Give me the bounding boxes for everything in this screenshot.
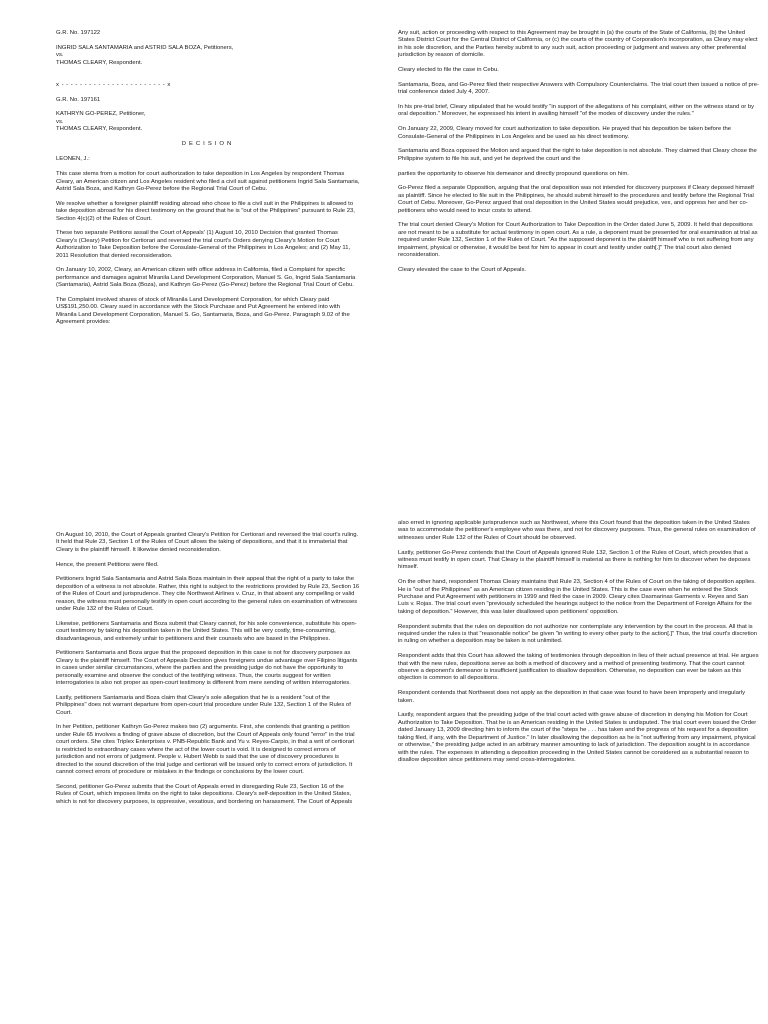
paragraph: also erred in ignoring applicable jurisprudence such as Northwest, where this Court found that the deposition taken in the United States was to accommodate the petitioner's employee who was there, and not for discovery purposes. Thus, the general rules on examination of witnesses under Rule 132 of the Rules of Court should be observed. [398, 520, 756, 541]
paragraph: This case stems from a motion for court authorization to take deposition in Los Angeles by respondent Thomas Cleary, an American citizen and Los Angeles resident who filed a civil suit against petitioners Ingrid Sala Santamaria, Astrid Sala Boza, and Kathryn Go-Perez before the Regional Trial Court of Cebu. [56, 171, 360, 193]
paragraph: Respondent submits that the rules on deposition do not authorize nor contemplate any intervention by the court in the process. All that is required under the rules is that "reasonable notice" be given "in writing to every other party to the action[.]" Thus, the trial court's discretion in ruling on whether a deposition may be taken is not unlimited. [398, 623, 758, 645]
page-4-body [398, 520, 760, 1018]
ponente-line: LEONEN, J.: [56, 156, 90, 163]
docket-number: G.R. No. 197122 [56, 30, 101, 36]
petitioners-line: INGRID SALA SANTAMARIA and ASTRID SALA BOZA, Petitioners, [56, 44, 234, 51]
paragraph: We resolve whether a foreigner plaintiff residing abroad who chose to file a civil suit in the Philippines is allowed to take deposition abroad for his direct testimony on the ground that he is "out of the Philippines" pursuant to Rule 23, Section 4(c)(2) of the Rules of Court. [56, 200, 355, 222]
paragraph: The Complaint involved shares of stock of Miranila Land Development Corporation, for which Cleary paid US$191,250.00. Cleary sued in accordance with the Stock Purchase and Put Agreement he entered into with Miranila Land Development Corporation, Manuel S. Go, Santamaria, Boza, and Go-Perez. Paragraph 9.02 of the Agreement provides: [56, 297, 350, 326]
decision-title: DECISION [181, 141, 235, 147]
paragraph: Respondent adds that this Court has allowed the taking of testimonies through deposition in lieu of their actual presence at trial. He argues that with the new rules, depositions serve as both a method of discovery and a method of presenting testimony. That the court cannot observe a deponent's demeanor is insufficient justification to disallow deposition. Otherwise, no deposition can ever be taken as this objection is common to all depositions. [398, 653, 759, 682]
page-1-body [56, 30, 360, 506]
respondent-line: THOMAS CLEARY, Respondent. [56, 59, 143, 66]
paragraph: In his pre-trial brief, Cleary stipulated that he would testify "in support of the allegations of his complaint, either on the witness stand or by oral deposition." Moreover, he expressed his intent in availing himself "of the modes of discovery under the rules." [398, 104, 755, 118]
paragraph: On the other hand, respondent Thomas Cleary maintains that Rule 23, Section 4 of the Rules of Court on the taking of deposition applies. He is "out of the Philippines" as an American citizen residing in the United States. This is the case even when he entered the Stock Purchase and Put Agreement with petitioners in 1999 and filed the case in 2009. Cleary cites Dasmarinas Garments v. Reyes and San Luis v. Rojas. The trial court even "previously scheduled the hearings subject to the notice from the Department of Foreign Affairs for the taking of deposition." However, this was later disallowed upon petitioners' opposition. [398, 579, 756, 615]
paragraph: Hence, the present Petitions were filed. [56, 561, 159, 568]
quoted-paragraph: Any suit, action or proceeding with respect to this Agreement may be brought in (a) the courts of the State of California, (b) the United States District Court for the Central District of California, or (c) the courts of the country of Corporation's incorporation, as Cleary may elect in his sole discretion, and the Parties hereby submit to any such suit, action proceeding or judgment and waives any other preferential jurisdiction by reason of domicile. [398, 30, 758, 59]
paragraph: These two separate Petitions assail the Court of Appeals' (1) August 10, 2010 Decision that granted Thomas Cleary's (Cleary) Petition for Certiorari and reversed the trial court's Orders denying Cleary's Motion for Court Authorization to Take Deposition before the Consulate-General of the Philippines in Los Angeles; and (2) May 11, 2011 Resolution that denied reconsideration. [56, 230, 351, 259]
paragraph: Cleary elevated the case to the Court of Appeals. [398, 266, 527, 273]
paragraph: Respondent contends that Northwest does not apply as the deposition in that case was found to have been improperly and irregularly taken. [398, 690, 746, 704]
paragraph: parties the opportunity to observe his demeanor and directly propound questions on him. [398, 170, 629, 177]
versus-line: vs. [56, 118, 64, 125]
versus-line: vs. [56, 52, 64, 59]
page-4 [384, 512, 768, 1024]
case-caption-1 [56, 30, 360, 67]
paragraph: On January 10, 2002, Cleary, an American citizen with office address in California, filed a Complaint for specific performance and damages against Miranila Land Development Corporation, Manuel S. Go, Ingrid Sala Santamaria (Santamaria), Astrid Sala Boza (Boza), and Kathryn Go-Perez (Go-Perez) before the Regional Trial Court of Cebu. [56, 267, 356, 289]
paragraph: Cleary elected to file the case in Cebu. [398, 67, 499, 74]
docket-number: G.R. No. 197161 [56, 96, 101, 103]
paragraph: Go-Perez filed a separate Opposition, arguing that the oral deposition was not intended for discovery purposes if Cleary deposed himself as plaintiff. Since he elected to file suit in the Philippines, he should submit himself to the procedures and testify before the Regional Trial Court of Cebu. Moreover, Go-Perez argued that oral deposition in the United States would prejudice, vex, and oppress her and her co-petitioners who would need to incur costs to attend. [398, 185, 754, 214]
caption-separator: x - - - - - - - - - - - - - - - - - - - - - - - x [56, 81, 171, 88]
paragraph: The trial court denied Cleary's Motion for Court Authorization to Take Deposition in the Order dated June 5, 2009. It held that depositions are not meant to be a substitute for actual testimony in open court. As a rule, a deponent must be presented for oral examination at trial as required under Rule 132, Section 1 of the Rules of Court. "As the supposed deponent is the plaintiff himself who is not suffering from any impairment, physical or otherwise, it would be best for him to appear in court and testify under oath[.]" The trial court also denied reconsideration. [398, 222, 758, 259]
paragraph: On January 22, 2009, Cleary moved for court authorization to take deposition. He prayed that his deposition be taken before the Consulate-General of the Philippines in Los Angeles and be used as his direct testimony. [398, 126, 732, 140]
paragraph: Lastly, petitioners Santamaria and Boza claim that Cleary's sole allegation that he is a resident "out of the Philippines" does not warrant departure from open-court trial procedure under Rule 132, Section 1 of the Rules of Court. [56, 694, 351, 716]
petitioner-line: KATHRYN GO-PEREZ, Petitioner, [56, 111, 146, 118]
paragraph: Petitioners Santamaria and Boza argue that the proposed deposition in this case is not for discovery purposes as Cleary is the plaintiff himself. The Court of Appeals Decision gives foreigners undue advantage over Filipino litigants in cases under similar circumstances, where the parties and the presiding judge do not have the opportunity to personally examine and observe the conduct of the testifying witness. Thus, the courts suggest for written interrogatories is also not proper as open-court testimony is different from mere sending of written interrogatories. [56, 650, 358, 687]
paragraph: In her Petition, petitioner Kathryn Go-Perez makes two (2) arguments. First, she contends that granting a petition under Rule 65 involves a finding of grave abuse of discretion, but the Court of Appeals only found "error" in the trial court orders. She cites Triplex Enterprises v. PNB-Republic Bank and Yu v. Reyes-Carpio, in that a writ of certiorari is restricted to extraordinary cases where the act of the lower court is void. It is designed to correct errors of jurisdiction and not errors of judgment. People v. Hubert Webb is said that the use of discovery procedures is directed to the sound discretion of the trial judge and certiorari will be issued only to correct errors of jurisdiction. It cannot correct errors of procedure or mistakes in the findings or conclusions by the lower court. [56, 724, 355, 775]
page-2-body [398, 30, 760, 506]
page-1 [0, 0, 384, 512]
page-3-body [56, 532, 360, 1018]
paragraph: Santamaria and Boza opposed the Motion and argued that the right to take deposition is not absolute. They claimed that Cleary chose the Philippine system to file his suit, and yet he deprived the court and the [398, 148, 757, 162]
paragraph: Santamaria, Boza, and Go-Perez filed their respective Answers with Compulsory Counterclaims. The trial court then issued a notice of pre-trial conference dated July 4, 2007. [398, 81, 760, 96]
paragraph: Likewise, petitioners Santamaria and Boza submit that Cleary cannot, for his sole convenience, substitute his open-court testimony by taking his deposition taken in the United States. This will be very costly, time-consuming, disadvantageous, and extremely unfair to petitioners and their counsels who are based in the Philippines. [56, 620, 357, 642]
paragraph: On August 10, 2010, the Court of Appeals granted Cleary's Petition for Certiorari and reversed the trial court's ruling. It held that Rule 23, Section 1 of the Rules of Court allows the taking of depositions, and that it is immaterial that Cleary is the plaintiff himself. It likewise denied reconsideration. [56, 532, 359, 553]
paragraph: Petitioners Ingrid Sala Santamaria and Astrid Sala Boza maintain in their appeal that the right of a party to take the deposition of a witness is not absolute. Rather, this right is subject to the restrictions provided by Rule 23, Section 16 of the Rules of Court and jurisprudence. They cite Northwest Airlines v. Cruz, in that absent any compelling or valid reason, the witness must personally testify in open court according to the general rules on examination of witnesses under Rule 132 of the Rules of Court. [56, 576, 360, 613]
page-2 [384, 0, 768, 512]
paragraph: Lastly, petitioner Go-Perez contends that the Court of Appeals ignored Rule 132, Section 1 of the Rules of Court, which provides that a witness must testify in open court. That Cleary is the plaintiff himself is material as there is nothing for him to discover when he deposes himself. [398, 549, 751, 571]
paragraph: Lastly, respondent argues that the presiding judge of the trial court acted with grave abuse of discretion in denying his Motion for Court Authorization to Take Deposition. That he is an American residing in the United States is undisputed. The trial court even issued the Order dated January 13, 2009 directing him to inform the court of the "steps he . . . has taken and the progress of his request for a deposition taking filed, if any, with the Department of Justice." In later disallowing the deposition as he is "not suffering from any impairment, physical or otherwise," the presiding judge acted in an arbitrary manner amounting to lack of jurisdiction. The deposition sought is in accordance with the rules. The expenses in attending a deposition proceeding in the United States cannot be considered as a substantial reason to disallow deposition since petitioners may send cross-interrogatories. [398, 712, 757, 763]
case-caption-2 [56, 97, 360, 134]
paragraph: Second, petitioner Go-Perez submits that the Court of Appeals erred in disregarding Rule 23, Section 16 of the Rules of Court, which imposes limits on the right to take depositions. Cleary's self-deposition in the United States, which is not for discovery purposes, is oppressive, vexatious, and bordering on harassment. The Court of Appeals [56, 783, 353, 805]
respondent-line: THOMAS CLEARY, Respondent. [56, 126, 143, 133]
page-3 [0, 512, 384, 1024]
